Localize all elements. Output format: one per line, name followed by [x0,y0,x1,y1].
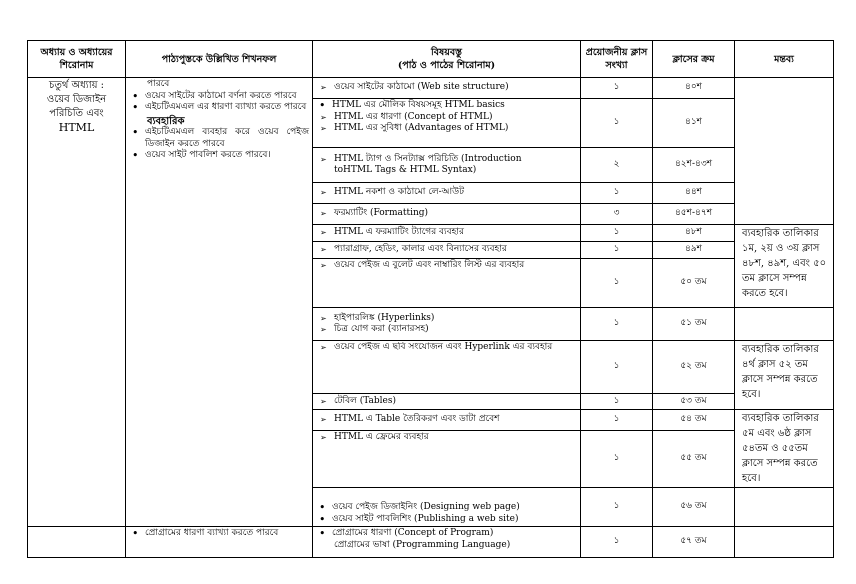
header-content [313,41,581,78]
content-cell [313,183,581,204]
header-content-title: বিষয়বস্তু [431,47,462,58]
table-row [28,78,834,99]
header-content-subtitle: (পাঠ ও পাঠের শিরোনাম) [397,60,496,71]
remark-text: ব্যবহারিক তালিকার ১ম, ২য় ও ৩য় ক্লাস ৪৮শ, ৪৯শ, এবং ৫০ তম ক্লাসে সম্পন্ন করতে হবে। [742,228,827,299]
content-item: ➢ হাইপারলিঙ্ক (Hyperlinks) [316,313,577,325]
remarks-cell [735,410,834,488]
content-item: ➢ চিত্র যোগ করা (ব্যানারসহ) [316,324,577,336]
header-order: ক্লাসের ক্রম [653,41,735,78]
header-row [28,41,834,78]
remark-text: ব্যবহারিক তালিকার ৪র্থ ক্লাস ৫২ তম ক্লাসে সম্পন্ন করতে হবে। [742,344,819,400]
table-row [28,527,834,558]
remark-text: ব্যবহারিক তালিকার ৫ম এবং ৬ষ্ঠ ক্লাস ৫৪তম ও ৫৫তম ক্লাসে সম্পন্ন করতে হবে। [742,413,819,484]
content-cell [313,259,581,308]
count-cell: ১ [581,410,653,431]
content-item: ➢ HTML নকশা ও কাঠামো লে-আউট [316,187,577,199]
content-item: ➢ ওয়েব পেইজ এ বুলেট এবং নাম্বারিং লিস্ট এর ব্যবহার [316,260,577,272]
order-cell: ৫২ তম [653,341,735,394]
outcome-item: • এইচটিএমএল ব্যবহার করে ওয়েব পেইজ ডিজাইন করতে পারবে [129,127,309,150]
order-cell: ৪৮শ [653,225,735,242]
outcome-item: • এইচটিএমএল এর ধারণা ব্যাখ্যা করতে পারবে [129,102,309,114]
header-required: প্রয়োজনীয় ক্লাস সংখ্যা [581,41,653,78]
content-cell [313,488,581,527]
order-cell: ৫১ তম [653,308,735,341]
content-cell [313,308,581,341]
outcome-item: • প্রোগ্রামের ধারণা ব্যাখ্যা করতে পারবে [129,528,309,540]
content-item-continuation: toHTML Tags & HTML Syntax) [334,165,477,175]
outcomes-cell [126,78,313,527]
content-cell [313,430,581,487]
order-cell: ৫৩ তম [653,394,735,410]
header-chapter: অধ্যায় ও অধ্যায়ের শিরোনাম [28,41,126,78]
content-cell [313,204,581,225]
content-cell [313,242,581,259]
content-bullet: • প্রোগ্রামের ধারণা (Concept of Program) [316,528,577,540]
chapter-cell [28,78,126,527]
outcome-item: • ওয়েব সাইটের কাঠামো বর্ণনা করতে পারবে [129,91,309,103]
order-cell: ৪৯শ [653,242,735,259]
outcome-item: • ওয়েব সাইট পাবলিশ করতে পারবে। [129,150,309,162]
content-item-plain: প্রোগ্রামের ভাষা (Programming Language) [334,539,511,550]
content-item: ➢ HTML এর সুবিধা (Advantages of HTML) [316,123,577,135]
content-item: ➢ HTML এ Table তৈরিকরণ এবং ডাটা প্রবেশ [316,414,577,426]
count-cell: ১ [581,308,653,341]
chapter-cell [28,527,126,558]
header-outcomes: পাঠ্যপুস্তকে উল্লিখিত শিখনফল [126,41,313,78]
syllabus-table [27,40,834,558]
content-cell [313,341,581,394]
remarks-cell [735,225,834,308]
count-cell: ২ [581,148,653,183]
count-cell: ১ [581,259,653,308]
count-cell: ১ [581,183,653,204]
count-cell: ১ [581,394,653,410]
content-cell [313,394,581,410]
order-cell: ৪১শ [653,99,735,148]
count-cell: ১ [581,242,653,259]
content-item: ➢ HTML এ ফরম্যাটিং ট্যাগের ব্যবহার [316,227,577,239]
content-cell [313,225,581,242]
order-cell: ৫৫ তম [653,430,735,487]
order-cell: ৪৫শ-৪৭শ [653,204,735,225]
content-item: ➢ ওয়েব পেইজ এ ছবি সংযোজন এবং Hyperlink এর ব্যবহার [316,342,577,354]
content-item: ➢ ফরম্যাটিং (Formatting) [316,208,577,220]
chapter-line: HTML [58,121,95,134]
content-bullet: • ওয়েব সাইট পাবলিশিং (Publishing a web site) [316,514,577,526]
remarks-cell [735,341,834,410]
order-cell: ৫৬ তম [653,488,735,527]
content-cell [313,99,581,148]
content-item: ➢ HTML এ ফ্রেমের ব্যবহার [316,432,577,444]
content-item: ➢ ওয়েব সাইটের কাঠামো (Web site structure) [316,82,577,94]
remarks-cell [735,308,834,341]
remarks-cell [735,488,834,527]
chapter-line: চতুর্থ অধ্যায় : [48,80,105,91]
content-item: ➢ টেবিল (Tables) [316,396,577,408]
order-cell: ৪৪শ [653,183,735,204]
count-cell: ৩ [581,204,653,225]
chapter-line: ওয়েব ডিজাইন পরিচিতি এবং [46,94,107,119]
order-cell: ৫৪ তম [653,410,735,431]
content-cell [313,78,581,99]
count-cell: ১ [581,488,653,527]
remarks-cell [735,527,834,558]
header-remarks: মন্তব্য [735,41,834,78]
count-cell: ১ [581,341,653,394]
content-cell [313,410,581,431]
order-cell: ৫০ তম [653,259,735,308]
remarks-cell [735,78,834,225]
count-cell: ১ [581,225,653,242]
order-cell: ৪২শ-৪৩শ [653,148,735,183]
count-cell: ১ [581,78,653,99]
content-bullet: • ওয়েব পেইজ ডিজাইনিং (Designing web page) [316,502,577,514]
content-item: ➢ HTML এর ধারণা (Concept of HTML) [316,112,577,124]
outcome-heading: ব্যবহারিক [147,115,185,127]
content-cell [313,148,581,183]
content-item: ➢ HTML ট্যাগ ও সিনট্যাক্স পরিচিতি (Introduction [316,154,577,166]
count-cell: ১ [581,430,653,487]
content-lead: • HTML এর মৌলিক বিষয়সমূহ HTML basics [316,100,577,112]
count-cell: ১ [581,527,653,558]
count-cell: ১ [581,99,653,148]
content-item: ➢ প্যারাগ্রাফ, হেডিং, কালার এবং বিন্যাসের ব্যবহার [316,244,577,256]
outcomes-cell [126,527,313,558]
order-cell: ৫৭ তম [653,527,735,558]
order-cell: ৪০শ [653,78,735,99]
content-cell [313,527,581,558]
outcome-text: পারবে [147,79,170,89]
